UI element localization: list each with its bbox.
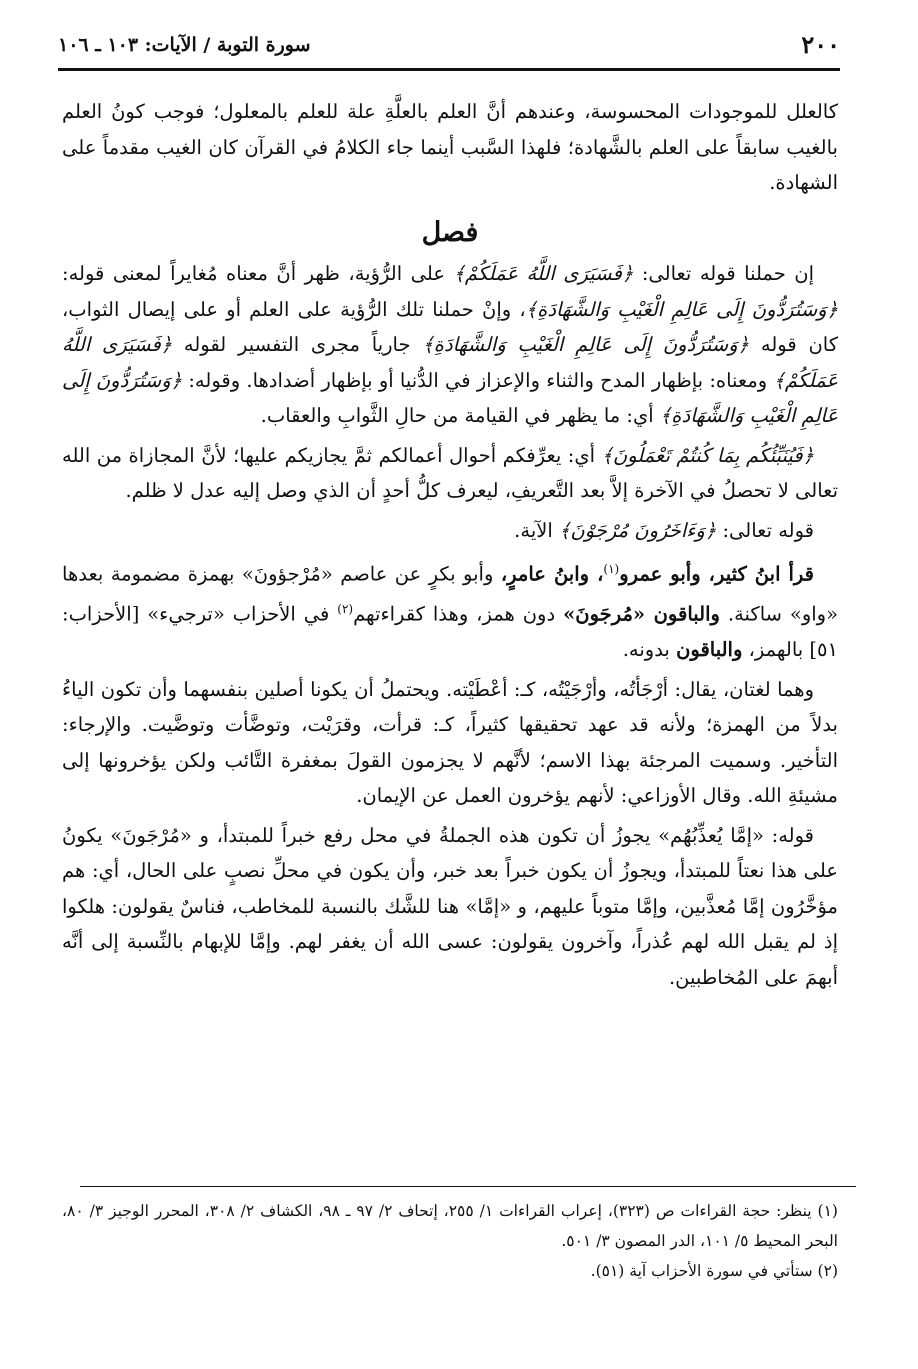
footnote-rule — [80, 1186, 856, 1187]
text-span: إن حملنا قوله تعالى: — [641, 262, 814, 285]
quran-quote: ﴿وَسَتُرَدُّونَ إِلَى عَالِمِ الْغَيْبِ وَالشَّهَادَةِ﴾ — [525, 297, 839, 321]
quran-quote: ﴿وَسَتُرَدُّونَ إِلَى عَالِمِ الْغَيْبِ وَالشَّهَادَةِ﴾ — [422, 333, 750, 356]
quran-quote: ﴿وَءَاخَرُونَ مُرْجَوْنَ﴾ — [559, 518, 717, 542]
text-span: دون همز، وهذا كقراءتهم — [353, 602, 556, 626]
footnote-ref-2: (٢) — [337, 602, 354, 616]
paragraph-5 — [62, 552, 838, 668]
paragraph-6: وهما لغتان، يقال: أرْجَأتُه، وأرْجَيْتُه، كـ: أعْطَيْته. ويحتملُ أن يكونا أصلين بنفسهما وأن تكون الياءُ بدلاً من الهمزة؛ ولأنه قد عهد تحقيقها كثيراً، كـ: قرأت، وقرَيْت، وتوضَّأت وتوضَّيت. والإرجاء: التأخير. وسميت المرجئة بهذا الاسم؛ لأنَّهم لا يجزمون القولَ بمغفرة التَّائب ولكن يؤخرونها إلى مشيئةِ الله. وقال الأوزاعي: لأنهم يؤخرون العمل عن الإيمان. — [62, 677, 838, 807]
paragraph-7: قوله: «إمَّا يُعذِّبُهُم» يجوزُ أن تكون هذه الجملةُ في محل رفع خبراً للمبتدأ، و «مُرْجَونَ» يكونُ على هذا نعتاً للمبتدأ، ويجوزُ أن يكون خبراً بعد خبر، وأن يكون في محلِّ نصبٍ على الحال، أي: هم مؤخَّرُون إمَّا مُعذَّبين، وإمَّا متوباً عليهم، و «إمَّا» هنا للشَّك بالنسبة للمخاطب، فناسٌ يقولون: هلكوا إذ لم يقبل الله لهم عُذراً، وآخرون يقولون: عسى الله أن يغفر لهم. وإمَّا للإبهام بالنِّسبة إلى أنَّه أبهمَ على المُخاطبين. — [62, 823, 839, 989]
reciters-bold: والباقون «مُرجَونَ» — [563, 602, 720, 626]
text-span: الآية. — [514, 518, 553, 542]
quran-quote: ﴿وَسَتُرَدُّونَ إِلَى عَالِمِ الْغَيْبِ وَالشَّهَادَةِ﴾ — [62, 368, 838, 427]
page-number: ٢٠٠ — [801, 30, 840, 59]
running-head: سورة التوبة / الآيات: ١٠٣ ـ ١٠٦ — [58, 34, 311, 56]
text-span: في الأحزاب «ترجيء» [الأحزاب: ٥١] بالهمز، — [62, 602, 838, 661]
footnote-ref-1: (١) — [603, 562, 620, 576]
paragraph-4 — [62, 513, 838, 549]
text-span: ، وإنْ حملنا تلك الرُّؤية على العلم أو على إيصال الثواب، كان قوله — [62, 297, 838, 356]
text-span: على الرُّؤية، ظهر أنَّ معناه مُغايراً لمعنى قوله: — [62, 262, 445, 285]
text-span: أي: يعرِّفكم أحوال أعمالكم ثمَّ يجازيكم عليها؛ لأنَّ المجازاة من الله تعالى لا تحصلُ في الآخرة إلاَّ بعد التَّعريفِ، ليعرف كلُّ أحدٍ أن الذي وصل إليه عدل لا ظلم. — [62, 443, 838, 502]
text-span: وأبو بكرٍ عن عاصم «مُرْجؤونَ» بهمزة مضمومة بعدها «واو» ساكنة. — [62, 562, 839, 626]
text-span: أي: ما يظهر في القيامة من حالِ الثَّوابِ والعقاب. — [260, 404, 654, 427]
footnote-2: (٢) ستأتي في سورة الأحزاب آية (٥١). — [590, 1262, 838, 1280]
footnote-1: (١) ينظر: حجة القراءات ص (٣٢٣)، إعراب القراءات ١/ ٢٥٥، إتحاف ٢/ ٩٧ ـ ٩٨، الكشاف ٢/ ٣٠٨، المحرر الوجيز ٣/ ٨٠، البحر المحيط ٥/ ١٠١، الدر المصون ٣/ ٥٠١. — [62, 1202, 838, 1250]
text-span: جارياً مجرى التفسير لقوله — [183, 333, 411, 356]
text-span: ومعناه: بإظهار المدح والثناء والإعزاز في الدُّنيا أو بإظهار أضدادها. وقوله: — [188, 368, 768, 392]
text-span: بدونه. — [622, 638, 670, 661]
reciters-bold: قرأ ابنُ كثير، وأبو عمرو — [619, 562, 815, 586]
header-rule — [58, 68, 840, 71]
text-span: قوله تعالى: — [722, 518, 814, 542]
quran-quote: ﴿فَيُنَبِّئُكُم بِمَا كُنتُمْ تَعْمَلُونَ﴾ — [601, 443, 814, 467]
section-heading: فصل — [421, 216, 479, 248]
paragraph-3 — [62, 438, 838, 509]
quran-quote: ﴿فَسَيَرَى اللَّهُ عَمَلَكُمْ﴾ — [453, 262, 634, 285]
paragraph-2 — [62, 256, 838, 434]
page-header — [58, 30, 840, 70]
paragraph-1: كالعلل للموجودات المحسوسة، وعندهم أنَّ العلم بالعلَّةِ علة للعلم بالمعلول؛ فوجب كونُ العلم بالغيب سابقاً على العلم بالشَّهادة؛ فلهذا السَّبب أينما جاء الكلامُ في القرآن كان الغيب مقدماً على الشهادة. — [62, 100, 838, 194]
main-text — [62, 94, 838, 999]
footnotes — [62, 1196, 838, 1286]
reciters-bold: ، وابنُ عامرٍ، — [500, 562, 604, 586]
quran-quote: ﴿فَسَيَرَى اللَّهُ عَمَلَكُمْ﴾ — [62, 333, 839, 392]
reciters-bold: والباقون — [676, 638, 743, 661]
